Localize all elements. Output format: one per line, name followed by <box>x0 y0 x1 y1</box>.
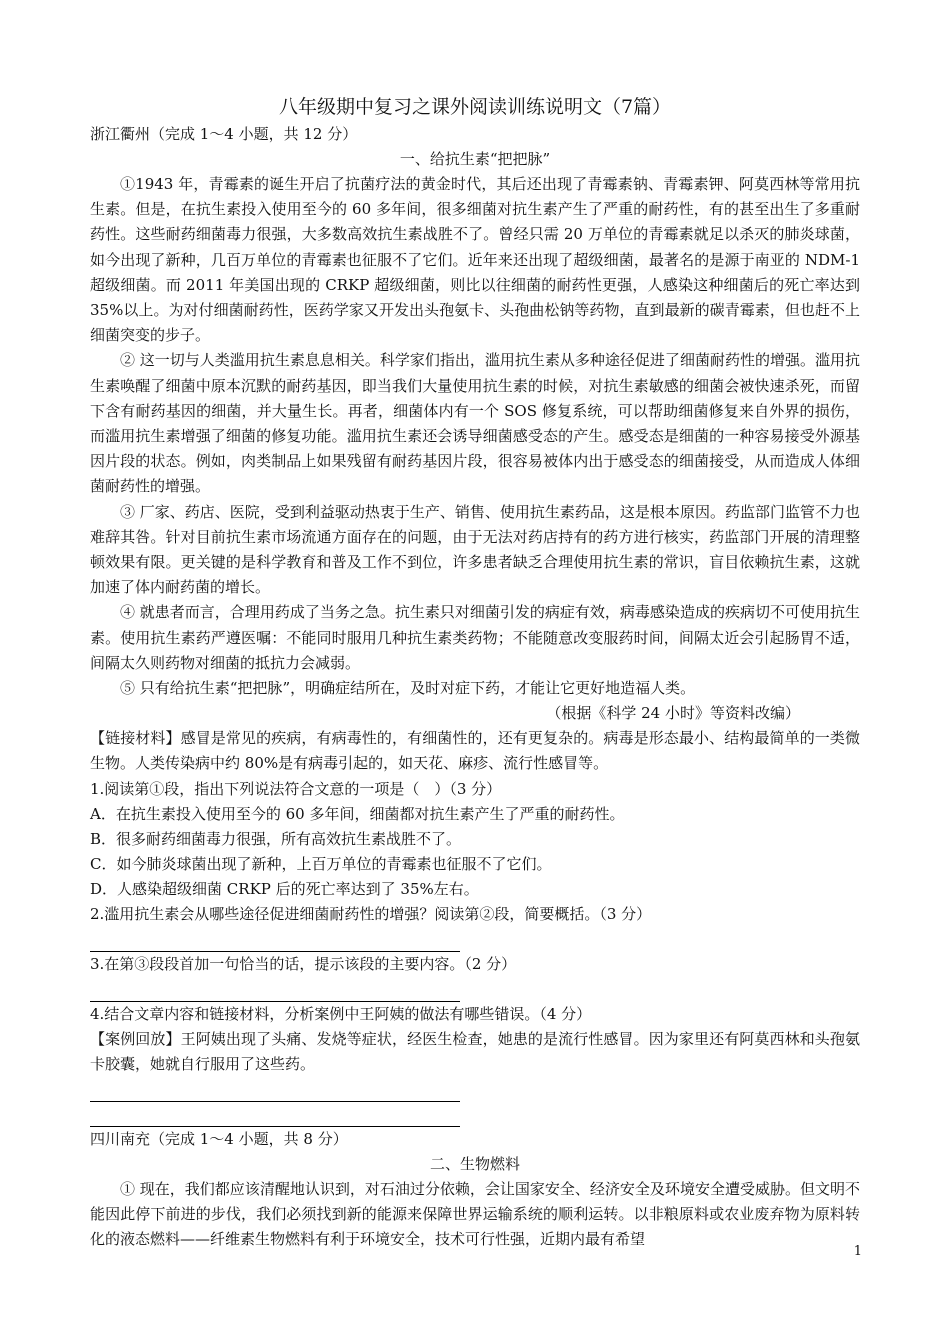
answer-line <box>90 1102 460 1127</box>
paragraph: ② 这一切与人类滥用抗生素息息相关。科学家们指出，滥用抗生素从多种途径促进了细菌耐药性的增强。滥用抗生素唤醒了细菌中原本沉默的耐药基因，即当我们大量使用抗生素的时候，对抗生素敏感的细菌会被快速杀死，而留下含有耐药基因的细菌，并大量生长。再者，细菌体内有一个 SOS 修复系统，可以帮助细菌修复来自外界的损伤，而滥用抗生素增强了细菌的修复功能。滥用抗生素还会诱导细菌感受态的产生。感受态是细菌的一种容易接受外源基因片段的状态。例如，肉类制品上如果残留有耐药基因片段，很容易被体内出于感受态的细菌接受，从而造成人体细菌耐药性的增强。 <box>90 351 860 496</box>
paragraph: ④ 就患者而言，合理用药成了当务之急。抗生素只对细菌引发的病症有效，病毒感染造成的疾病切不可使用抗生素。使用抗生素药严遵医嘱：不能同时服用几种抗生素类药物；不能随意改变服药时间，间隔太近会引起肠胃不适，间隔太久则药物对细菌的抵抗力会减弱。 <box>90 603 860 672</box>
question-1: 1.阅读第①段，指出下列说法符合文意的一项是（ ）（3 分） <box>90 779 502 798</box>
paragraph: ⑤ 只有给抗生素“把把脉”，明确症结所在，及时对症下药，才能让它更好地造福人类。 <box>120 679 696 698</box>
page-number: 1 <box>853 1244 862 1259</box>
answer-line <box>90 927 460 952</box>
document-page <box>90 92 860 1253</box>
link-material: 【链接材料】感冒是常见的疾病，有病毒性的，有细菌性的，还有更复杂的。病毒是形态最小、结构最简单的一类微生物。人类传染病中约 80%是有病毒引起的，如天花、麻疹、流行性感冒等。 <box>90 729 860 773</box>
article-title: 二、生物燃料 <box>429 1155 520 1174</box>
answer-line <box>90 1077 460 1102</box>
option-d: D．人感染超级细菌 CRKP 后的死亡率达到了 35%左右。 <box>90 879 479 898</box>
case-review: 【案例回放】王阿姨出现了头痛、发烧等症状，经医生检查，她患的是流行性感冒。因为家里还有阿莫西林和头孢氨卡胶囊，她就自行服用了这些药。 <box>90 1029 860 1073</box>
question-4: 4.结合文章内容和链接材料，分析案例中王阿姨的做法有哪些错误。（4 分） <box>90 1004 592 1023</box>
document-title: 八年级期中复习之课外阅读训练说明文（7篇） <box>278 96 672 118</box>
paragraph: ① 现在，我们都应该清醒地认识到，对石油过分依赖，会让国家安全、经济安全及环境安全遭受威胁。但文明不能因此停下前进的步伐，我们必须找到新的能源来保障世界运输系统的顺利运转。以非粮原料或农业废弃物为原料转化的液态燃料——纤维素生物燃料有利于环境安全，技术可行性强，近期内最有希望 <box>90 1180 860 1249</box>
source-line: 四川南充（完成 1～4 小题，共 8 分） <box>90 1130 348 1149</box>
source-line: 浙江衢州（完成 1～4 小题，共 12 分） <box>90 125 358 143</box>
citation: （根据《科学 24 小时》等资料改编） <box>546 704 800 723</box>
option-c: C．如今肺炎球菌出现了新种，上百万单位的青霉素也征服不了它们。 <box>90 854 552 873</box>
answer-line <box>90 977 460 1002</box>
option-b: B．很多耐药细菌毒力很强，所有高效抗生素战胜不了。 <box>90 829 462 848</box>
paragraph: ③ 厂家、药店、医院，受到利益驱动热衷于生产、销售、使用抗生素药品，这是根本原因。药监部门监管不力也难辞其咎。针对目前抗生素市场流通方面存在的问题，由于无法对药店持有的药方进行核实，药监部门开展的清理整顿效果有限。更关键的是科学教育和普及工作不到位，许多患者缺乏合理使用抗生素的常识，盲目依赖抗生素，这就加速了体内耐药菌的增长。 <box>90 502 860 597</box>
article-title: 一、给抗生素“把把脉” <box>399 150 551 168</box>
paragraph: ①1943 年，青霉素的诞生开启了抗菌疗法的黄金时代，其后还出现了青霉素钠、青霉素钾、阿莫西林等常用抗生素。但是，在抗生素投入使用至今的 60 多年间，很多细菌对抗生素产生了严重的耐药性，有的甚至出生了多重耐药性。这些耐药细菌毒力很强，大多数高效抗生素战胜不了。曾经只需 20 万单位的青霉素就足以杀灭的肺炎球菌，如今出现了新种，几百万单位的青霉素也征服不了它们。近年来还出现了超级细菌，最著名的是源于南亚的 NDM-1 超级细菌。而 2011 年美国出现的 CRKP 超级细菌，则比以往细菌的耐药性更强，人感染这种细菌后的死亡率达到 35%以上。为对付细菌耐药性，医药学家又开发出头孢氨卡、头孢曲松钠等药物，直到最新的碳青霉素，但也赶不上细菌突变的步子。 <box>90 175 860 345</box>
option-a: A．在抗生素投入使用至今的 60 多年间，细菌都对抗生素产生了严重的耐药性。 <box>90 804 625 823</box>
question-2: 2.滥用抗生素会从哪些途径促进细菌耐药性的增强？阅读第②段，简要概括。（3 分） <box>90 904 652 923</box>
question-3: 3.在第③段段首加一句恰当的话，提示该段的主要内容。（2 分） <box>90 954 517 973</box>
